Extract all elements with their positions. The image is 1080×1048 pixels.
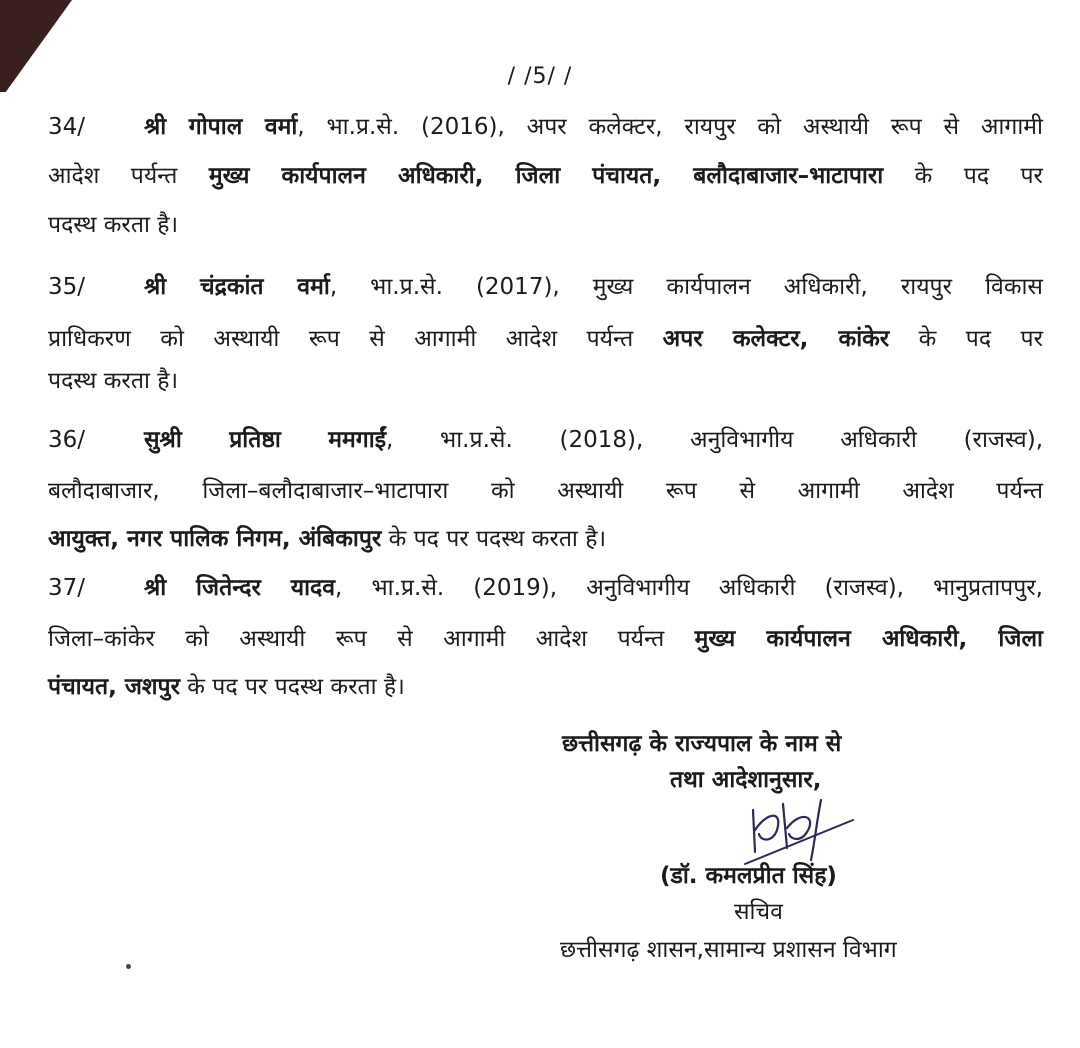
item-text: , भा.प्र.से. (2018), अनुविभागीय अधिकारी (राजस्व), [386, 427, 1044, 453]
item-37-line-1 [48, 573, 1043, 603]
officer-name: सुश्री प्रतिष्ठा ममगाईं [144, 427, 387, 453]
page-number: / /5/ / [507, 64, 573, 89]
officer-name: श्री गोपाल वर्मा [144, 114, 298, 140]
item-36-line-3 [48, 524, 1043, 554]
item-37-line-3 [48, 672, 1043, 702]
item-text: के पद पर पदस्थ करता है। [381, 526, 607, 552]
item-number: 36/ [48, 427, 86, 453]
item-text: आदेश पर्यन्त [48, 163, 209, 189]
item-text: , भा.प्र.से. (2016), अपर कलेक्टर, रायपुर को अस्थायी रूप से आगामी [297, 114, 1044, 140]
item-text: प्राधिकरण को अस्थायी रूप से आगामी आदेश पर्यन्त [48, 326, 663, 352]
item-35-line-3: पदस्थ करता है। [48, 368, 179, 394]
item-text: के पद पर [889, 326, 1043, 352]
new-post: पंचायत, जशपुर [48, 674, 180, 700]
item-35-line-2 [48, 324, 1043, 354]
item-34-line-1 [48, 112, 1043, 142]
department-name: छत्तीसगढ़ शासन,सामान्य प्रशासन विभाग [560, 937, 897, 963]
new-post: अपर कलेक्टर, कांकेर [662, 326, 890, 352]
item-34-line-3: पदस्थ करता है। [48, 212, 179, 238]
item-36-line-2: बलौदाबाजार, जिला–बलौदाबाजार–भाटापारा को अस्थायी रूप से आगामी आदेश पर्यन्त [48, 478, 1043, 504]
item-37-line-2 [48, 624, 1043, 654]
item-35-line-1 [48, 272, 1043, 302]
new-post: मुख्य कार्यपालन अधिकारी, जिला [694, 626, 1043, 652]
closing-line-1: छत्तीसगढ़ के राज्यपाल के नाम से [562, 731, 842, 757]
item-text: के पद पर पदस्थ करता है। [180, 674, 405, 700]
signatory-name: (डॉ. कमलप्रीत सिंह) [660, 863, 837, 889]
item-number: 34/ [48, 114, 86, 140]
officer-name: श्री जितेन्दर यादव [144, 575, 336, 601]
item-34-line-2 [48, 161, 1043, 191]
item-number: 35/ [48, 274, 86, 300]
signatory-designation: सचिव [734, 899, 783, 925]
item-36-line-1 [48, 425, 1043, 455]
item-text: , भा.प्र.से. (2017), मुख्य कार्यपालन अधिकारी, रायपुर विकास [329, 274, 1043, 300]
item-number: 37/ [48, 575, 86, 601]
closing-line-2: तथा आदेशानुसार, [670, 767, 822, 793]
ink-mark [126, 964, 131, 969]
new-post: आयुक्त, नगर पालिक निगम, अंबिकापुर [48, 526, 382, 552]
item-text: जिला–कांकेर को अस्थायी रूप से आगामी आदेश पर्यन्त [48, 626, 695, 652]
item-text: के पद पर [883, 163, 1043, 189]
new-post: मुख्य कार्यपालन अधिकारी, जिला पंचायत, बलौदाबाजार–भाटापारा [208, 163, 884, 189]
item-text: , भा.प्र.से. (2019), अनुविभागीय अधिकारी (राजस्व), भानुप्रतापपुर, [335, 575, 1043, 601]
officer-name: श्री चंद्रकांत वर्मा [144, 274, 330, 300]
